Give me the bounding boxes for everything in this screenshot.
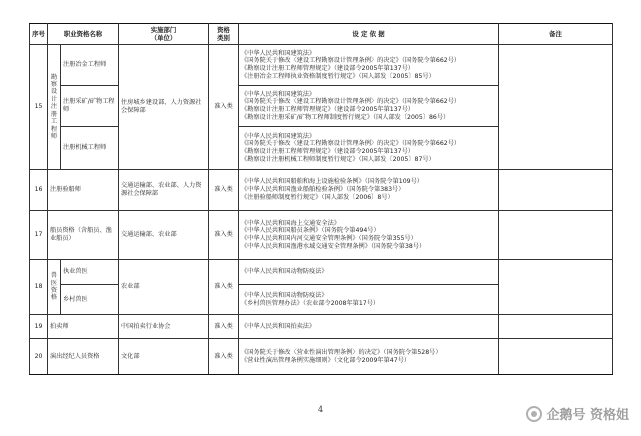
- header-type: [209, 24, 239, 45]
- legal-basis: 《中华人民共和国建筑法》 《国务院关于修改〈建设工程勘察设计管理条例〉的决定》（国务院令第662号） 《勘察设计注册工程师管理规定》（建设部令2005年第137号） 《勘察设计注册采矿/矿物工程师制度暂行规定》（国人部发〔2005〕86号）: [239, 86, 499, 127]
- qualification-type: 准入类: [209, 45, 239, 170]
- header-type-label: 资格: [217, 26, 230, 34]
- table-row: [30, 211, 613, 260]
- department: 农业部: [119, 260, 209, 315]
- legal-basis: 《中华人民共和国拍卖法》: [239, 315, 499, 339]
- qualification-type: 准入类: [209, 170, 239, 211]
- remark-cell: [499, 260, 613, 315]
- row-number: 18: [30, 260, 48, 315]
- header-name: 职业资格名称: [48, 24, 119, 45]
- row-number: 20: [30, 339, 48, 375]
- table-row: [30, 315, 613, 339]
- qualification-name: 船员资格（含船员、渔业船员）: [48, 211, 119, 260]
- table-row: [30, 45, 613, 86]
- qualification-table: [29, 23, 613, 375]
- qualification-name: 注册冶金工程师: [61, 45, 119, 86]
- department: 文化部: [119, 339, 209, 375]
- group-label: 兽 医 资 格: [48, 260, 61, 315]
- qualification-type: 准入类: [209, 260, 239, 315]
- legal-basis: 《中华人民共和国船舶和海上设施检验条例》（国务院令第109号） 《中华人民共和国渔业船舶检验条例》（国务院令第383号） 《注册验船师制度暂行规定》（国人部发〔2006〕8号）: [239, 170, 499, 211]
- remark-cell: [499, 45, 613, 170]
- department: 交通运输部、农业部: [119, 211, 209, 260]
- qualification-type: 准入类: [209, 339, 239, 375]
- row-number: 19: [30, 315, 48, 339]
- table-row: [30, 260, 613, 285]
- row-number: 15: [30, 45, 48, 170]
- watermark: [526, 404, 629, 423]
- table-row: [30, 339, 613, 375]
- page-number: 4: [317, 405, 324, 414]
- department: 住房城乡建设部、人力资源社会保障部: [119, 45, 209, 170]
- penguin-logo-icon: [526, 406, 542, 422]
- qualification-name: 执业兽医: [61, 260, 119, 285]
- legal-basis: 《中华人民共和国海上交通安全法》 《中华人民共和国船员条例》（国务院令第494号） 《中华人民共和国内河交通安全管理条例》（国务院令第355号） 《中华人民共和国渔港水域交通安全管理条例》（国务院令第38号）: [239, 211, 499, 260]
- qualification-name: 乡村兽医: [61, 285, 119, 315]
- header-dept-label: 实施部门: [150, 26, 177, 34]
- legal-basis: 《中华人民共和国建筑法》 《国务院关于修改〈建设工程勘察设计管理条例〉的决定》（国务院令第662号） 《勘察设计注册工程师管理规定》（建设部令2005年第137号） 《勘察设计注册机械工程师制度暂行规定》（国人部发〔2005〕87号）: [239, 127, 499, 170]
- qualification-name: 注册机械工程师: [61, 127, 119, 170]
- legal-basis: 《中华人民共和国动物防疫法》: [239, 260, 499, 285]
- qualification-name: 拍卖师: [48, 315, 119, 339]
- header-remark: 备注: [499, 24, 613, 45]
- legal-basis: 《国务院关于修改〈营业性演出管理条例〉的决定》（国务院令第528号） 《营业性演出管理条例实施细则》（文化部令2009年第47号）: [239, 339, 499, 375]
- header-dept-sub: （单位）: [150, 34, 177, 42]
- group-label: 勘 察 设 计 注 册 工 程 师: [48, 45, 61, 170]
- department: 交通运输部、农业部、人力资源社会保障部: [119, 170, 209, 211]
- qualification-name: 演出经纪人员资格: [48, 339, 119, 375]
- header-basis: 设 定 依 据: [239, 24, 499, 45]
- row-number: 16: [30, 170, 48, 211]
- legal-basis: 《中华人民共和国建筑法》 《国务院关于修改〈建设工程勘察设计管理条例〉的决定》（国务院令第662号） 《勘察设计注册工程师管理规定》（建设部令2005年第137号） 《注册冶金工程师执业资格制度暂行规定》（国人部发〔2005〕85号）: [239, 45, 499, 86]
- qualification-type: 准入类: [209, 315, 239, 339]
- remark-cell: [499, 211, 613, 260]
- legal-basis: 《中华人民共和国动物防疫法》 《乡村兽医管理办法》（农业部令2008年第17号）: [239, 285, 499, 315]
- department: 中国拍卖行业协会: [119, 315, 209, 339]
- qualification-name: 注册采矿/矿物工程师: [61, 86, 119, 127]
- qualification-name: 注册验船师: [48, 170, 119, 211]
- remark-cell: [499, 170, 613, 211]
- table-row: [30, 170, 613, 211]
- remark-cell: [499, 315, 613, 339]
- qualification-type: 准入类: [209, 211, 239, 260]
- header-type-sub: 类别: [217, 34, 230, 42]
- remark-cell: [499, 339, 613, 375]
- header-dept: [119, 24, 209, 45]
- watermark-text: 企鹅号 资格姐: [546, 408, 629, 423]
- header-row: [30, 24, 613, 45]
- row-number: 17: [30, 211, 48, 260]
- header-num: 序号: [30, 24, 48, 45]
